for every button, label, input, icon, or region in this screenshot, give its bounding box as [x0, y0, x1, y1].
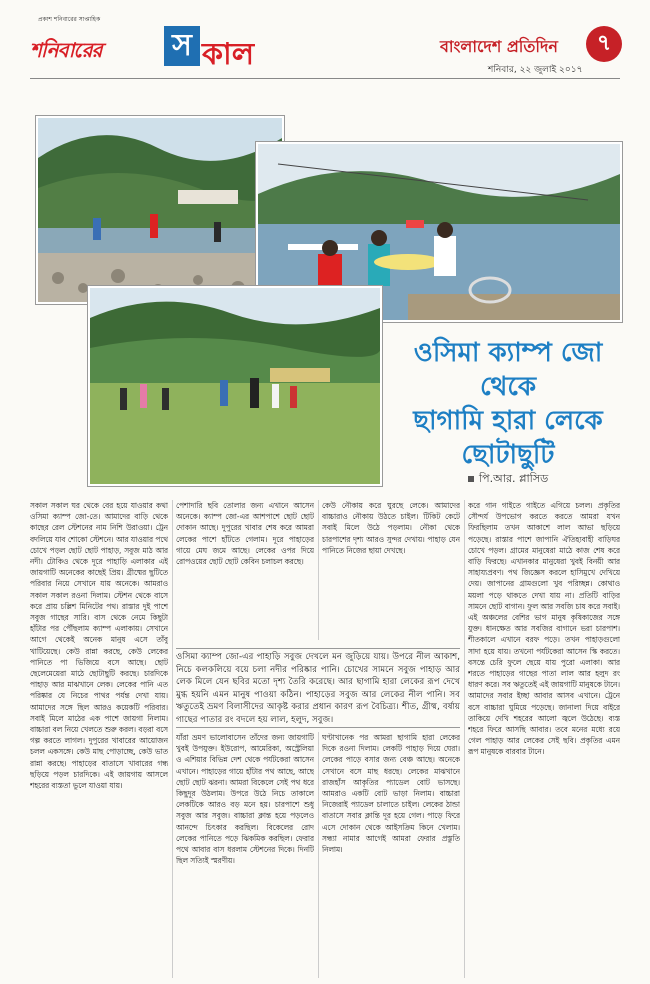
article-column-4: করে গান গাইতে গাইতে এগিয়ে চলল। প্রকৃতির সৌন্দর্য উপভোগ করতে করতে আমরা যখন ফিরছিলাম তখন আকাশে লাল আভা ছড়িয়ে পড়েছে। রাস্তার পাশে জাপানি ঐতিহ্যবাহী বাড়িঘর চোখে পড়ল। গ্রামের মানুষেরা মাঠে কাজ শেষ করে বাড়ি ফিরছে। এখানকার মানুষেরা খুবই বিনয়ী আর সাহায্যপ্রবণ। পথ জিজ্ঞেস করলে হাসিমুখে দেখিয়ে দেয়। জাপানের গ্রামগুলো খুব পরিচ্ছন্ন। কোথাও ময়লা পড়ে থাকতে দেখা যায় না। প্রতিটি বাড়ির সামনে ছোট বাগান। ফুল আর সবজি চাষ করে সবাই। এই অঞ্চলের বেশির ভাগ মানুষ কৃষিকাজের সঙ্গে যুক্ত। ধানক্ষেত আর সবজির বাগানে ভরা চারপাশ। শীতকালে এখানে বরফ পড়ে। তখন পাহাড়গুলো সাদা হয়ে যায়। তখনো পর্যটকেরা আসেন স্কি করতে। বসন্তে চেরি ফুলে ছেয়ে যায় পুরো এলাকা। আর শরতে পাহাড়ের গাছের পাতা লাল আর হলুদ রং ধারণ করে। সব ঋতুতেই এই জায়গাটি মানুষকে টানে। আমাদের সবার ইচ্ছা আবার আসব এখানে। ট্রেনে বসে বাচ্চারা ঘুমিয়ে পড়েছে। জানালা দিয়ে বাইরে তাকিয়ে দেখি শহরের আলো জ্বলে উঠেছে। ব্যস্ত শহরে ফিরে আসছি আবার। তবে মনের মধ্যে রয়ে গেল পাহাড় আর লেকের সেই ছবি। প্রকৃতির এমন রূপ মানুষকে বারবার টানে।	[468, 501, 620, 757]
column-divider	[318, 500, 319, 640]
article-column-3-lower: ঘণ্টাখানেক পর আমরা ছাগামি হারা লেকের দিকে রওনা দিলাম। লেকটি পাহাড় দিয়ে ঘেরা। লেকের পাড়ে বসার জন্য বেঞ্চ আছে। অনেকে সেখানে বসে মাছ ধরছে। লেকের মাঝখানে রাজহাঁস আকৃতির প্যাডেল বোট ভাসছে। আমরাও একটি বোট ভাড়া নিলাম। বাচ্চারা নিজেরাই প্যাডেল চালাতে চাইল। লেকের ঠান্ডা বাতাসে সবার ক্লান্তি দূর হয়ে গেল। পাড়ে ফিরে এসে দোকান থেকে আইসক্রিম কিনে খেলাম। সন্ধ্যা নামার আগেই আমরা ফেরার প্রস্তুতি নিলাম।	[322, 733, 460, 855]
section-logo	[30, 24, 260, 72]
logo-box-letter: স	[164, 26, 200, 66]
masthead	[0, 0, 650, 84]
headline-line-2: ছাগামি হারা লেকে	[413, 406, 603, 436]
article-column-3: কেউ নৌকায় করে ঘুরছে লেকে। আমাদের বাচ্চারাও নৌকায় উঠতে চাইল। টিকিট কেটে সবাই মিলে উঠে পড়লাম। নৌকা থেকে চারপাশের দৃশ্য আরও সুন্দর দেখায়। পাহাড় যেন পানিতে নিজের ছায়া দেখছে।	[322, 501, 460, 555]
column-divider	[464, 500, 465, 978]
article-column-2: পেশাদারি ছবি তোলার জন্য এখানে আসেন অনেকে। ক্যাম্প জো-এর আশপাশে ছোট ছোট দোকান আছে। দুপুরের খাবার শেষ করে আমরা লেকের পাশে হাঁটতে গেলাম। দূরে পাহাড়ের গায়ে মেঘ জমে আছে। লেকের ওপর দিয়ে রোপওয়ের ছোট ছোট কেবিন চলাচল করছে।	[176, 501, 314, 567]
logo-right-word: কাল	[202, 37, 255, 72]
article-headline	[388, 336, 628, 472]
byline	[468, 470, 548, 489]
headline-line-3: ছোটাছুটি	[461, 440, 555, 470]
photo-children-field	[88, 286, 382, 486]
byline-square-icon	[468, 476, 474, 482]
issue-date: শনিবার, ২২ জুলাই ২০১৭	[488, 65, 583, 75]
article-column-2-lower: যাঁরা ভ্রমণ ভালোবাসেন তাঁদের জন্য জায়গাটি খুবই উপযুক্ত। ইউরোপ, আমেরিকা, অস্ট্রেলিয়া ও এশিয়ার বিভিন্ন দেশ থেকে পর্যটকেরা আসেন এখানে। পাহাড়ের গায়ে হাঁটার পথ আছে, আছে ছোট ছোট ঝরনা। আমরা বিকেলে সেই পথ ধরে কিছুদূর উঠলাম। উপরে উঠে নিচে তাকালে লেকটিকে আরও বড় মনে হয়। চারপাশে শুধু সবুজ আর সবুজ। বাচ্চারা ক্লান্ত হয়ে পড়লেও আনন্দে চিৎকার করছিল। বিকেলের রোদ লেকের পানিতে পড়ে ঝিকমিক করছিল। ফেরার পথে আবার বাস ধরলাম স্টেশনের দিকে। দিনটি ছিল সত্যিই স্মরণীয়।	[176, 733, 314, 866]
article-column-1: সকাল সকাল ঘর থেকে বের হয়ে যাওয়ার কথা ওসিমা ক্যাম্প জো-তে। আমাদের বাড়ি থেকে কাছের রেল স্টেশনের নাম নিশি উরাওয়া। ট্রেন বদলিয়ে যাব শোকো স্টেশনে। আর যাওয়ার পথে চোখে পড়ল ছোট ছোট পাহাড়, সবুজ মাঠ আর নদী। টোকিও থেকে দূরে পাহাড়ি এলাকার এই জায়গাটি অনেকের কাছেই প্রিয়। গ্রীষ্মের ছুটিতে পরিবার নিয়ে সেখানে যায় অনেকে। আমরাও সকাল সকাল রওনা দিলাম। স্টেশন থেকে বাসে করে প্রায় চল্লিশ মিনিটের পথ। রাস্তার দুই পাশে সবুজ গাছের সারি। বাস থেকে নেমে কিছুটা হাঁটার পর পৌঁছলাম ক্যাম্প এলাকায়। সেখানে আগে থেকেই অনেক মানুষ এসে তাঁবু খাটিয়েছে। কেউ রান্না করছে, কেউ লেকের পানিতে পা ভিজিয়ে বসে আছে। ছোট ছেলেমেয়েরা মাঠে ছোটাছুটি করছে। চারদিকে পাহাড় আর মাঝখানে লেক। লেকের পানি এত পরিষ্কার যে নিচের পাথর পর্যন্ত দেখা যায়। আমাদের সঙ্গে ছিল আরও কয়েকটি পরিবার। সবাই মিলে মাঠের এক পাশে জায়গা নিলাম। বাচ্চারা বল নিয়ে খেলতে শুরু করল। বড়রা বসে গল্প করতে লাগল। দুপুরের খাবারের আয়োজন চলল একসঙ্গে। কেউ মাছ পোড়াচ্ছে, কেউ ভাত রান্না করছে। পাহাড়ের বাতাসে খাবারের গন্ধ ছড়িয়ে পড়ল চারদিকে। এই জায়গায় আসলে শহরের ব্যস্ততা ভুলে যাওয়া যায়।	[30, 501, 168, 791]
page-number-badge: ৭	[586, 26, 622, 62]
photo-lake-shore	[36, 116, 284, 304]
byline-author: পি.আর. প্লাসিড	[479, 472, 549, 485]
newspaper-name: বাংলাদেশ প্রতিদিন	[440, 37, 558, 56]
logo-left-word: শনিবারের	[30, 38, 102, 62]
column-divider	[318, 732, 319, 978]
pull-quote: ওসিমা ক্যাম্প জো-এর পাহাড়ি সবুজ দেখলে মন জুড়িয়ে যায়। উপরে নীল আকাশ, নিচে কলকলিয়ে বয়ে চলা নদীর পরিষ্কার পানি। চোখের সামনে সবুজ পাহাড় আর লেক মিলে যেন ছবির মতো দৃশ্য তৈরি করেছে। আর ছাগামি হারা লেকের রূপ দেখে মুগ্ধ হয়নি এমন মানুষ পাওয়া কঠিন। পাহাড়ের সবুজ আর লেকের নীল পানি। সব ঋতুতেই ভ্রমণ বিলাসীদের আকৃষ্ট করার প্রধান কারণ রূপ বৈচিত্র্য। শীত, গ্রীষ্ম, বর্ষায় গাছের পাতার রং বদলে হয় লাল, হলুদ, সবুজ।	[176, 648, 460, 728]
column-divider	[172, 500, 173, 978]
masthead-tagline: প্রকাশ শনিবারের সাপ্তাহিক	[38, 16, 101, 23]
headline-line-1: ওসিমা ক্যাম্প জো থেকে	[413, 338, 603, 402]
header-divider	[30, 78, 620, 79]
